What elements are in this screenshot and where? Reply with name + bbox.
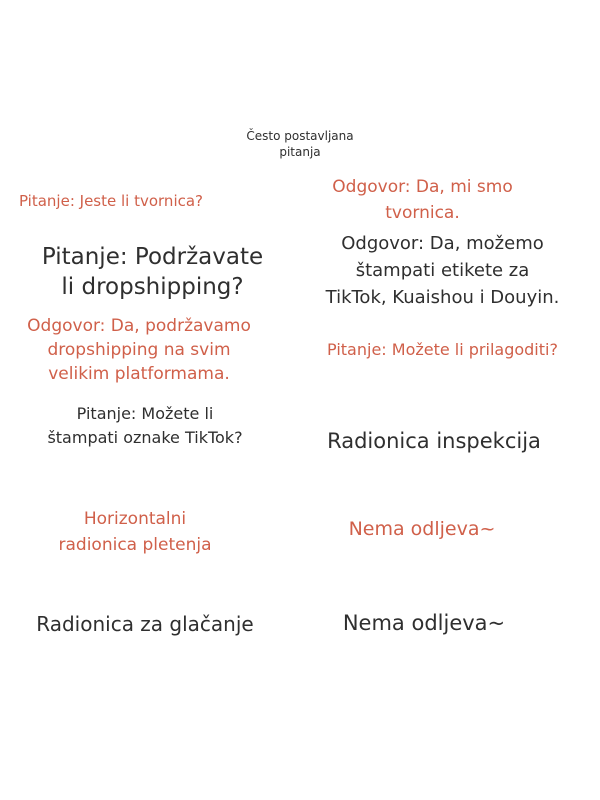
answer-dropshipping-line-3: velikim platformama.	[48, 364, 230, 384]
answer-factory-line-2: tvornica.	[385, 203, 460, 223]
no-casting-caption-1: Nema odljeva~	[348, 518, 496, 540]
answer-tiktok-labels	[300, 230, 585, 311]
knitting-workshop-caption	[15, 506, 255, 558]
page-title	[200, 128, 400, 160]
question-customize: Pitanje: Možete li prilagoditi?	[327, 340, 558, 359]
question-tiktok-line-2: štampati oznake TikTok?	[47, 428, 243, 447]
question-dropshipping-line-2: li dropshipping?	[61, 274, 244, 300]
ironing-workshop-caption: Radionica za glačanje	[36, 612, 254, 636]
knitting-workshop-line-1: Horizontalni	[83, 509, 187, 529]
answer-factory	[300, 174, 545, 226]
question-dropshipping	[10, 242, 295, 302]
no-casting-caption-2: Nema odljeva~	[342, 611, 506, 635]
answer-tiktok-line-2: štampati etikete za	[355, 260, 530, 281]
knitting-workshop-line-2: radionica pletenja	[58, 535, 212, 555]
question-tiktok-line-1: Pitanje: Možete li	[76, 404, 214, 423]
page-title-line-2: pitanja	[279, 145, 321, 159]
answer-dropshipping-line-1: Odgovor: Da, podržavamo	[27, 316, 251, 336]
answer-dropshipping-line-2: dropshipping na svim	[47, 340, 231, 360]
answer-factory-line-1: Odgovor: Da, mi smo	[332, 177, 513, 197]
question-factory: Pitanje: Jeste li tvornica?	[18, 192, 204, 210]
inspection-workshop-caption: Radionica inspekcija	[327, 429, 541, 453]
answer-tiktok-line-1: Odgovor: Da, možemo	[341, 233, 544, 254]
answer-dropshipping	[0, 314, 278, 386]
page-title-line-1: Često postavljana	[246, 129, 354, 143]
question-dropshipping-line-1: Pitanje: Podržavate	[41, 244, 264, 270]
answer-tiktok-line-3: TikTok, Kuaishou i Douyin.	[325, 287, 560, 308]
question-tiktok-labels	[20, 402, 270, 450]
